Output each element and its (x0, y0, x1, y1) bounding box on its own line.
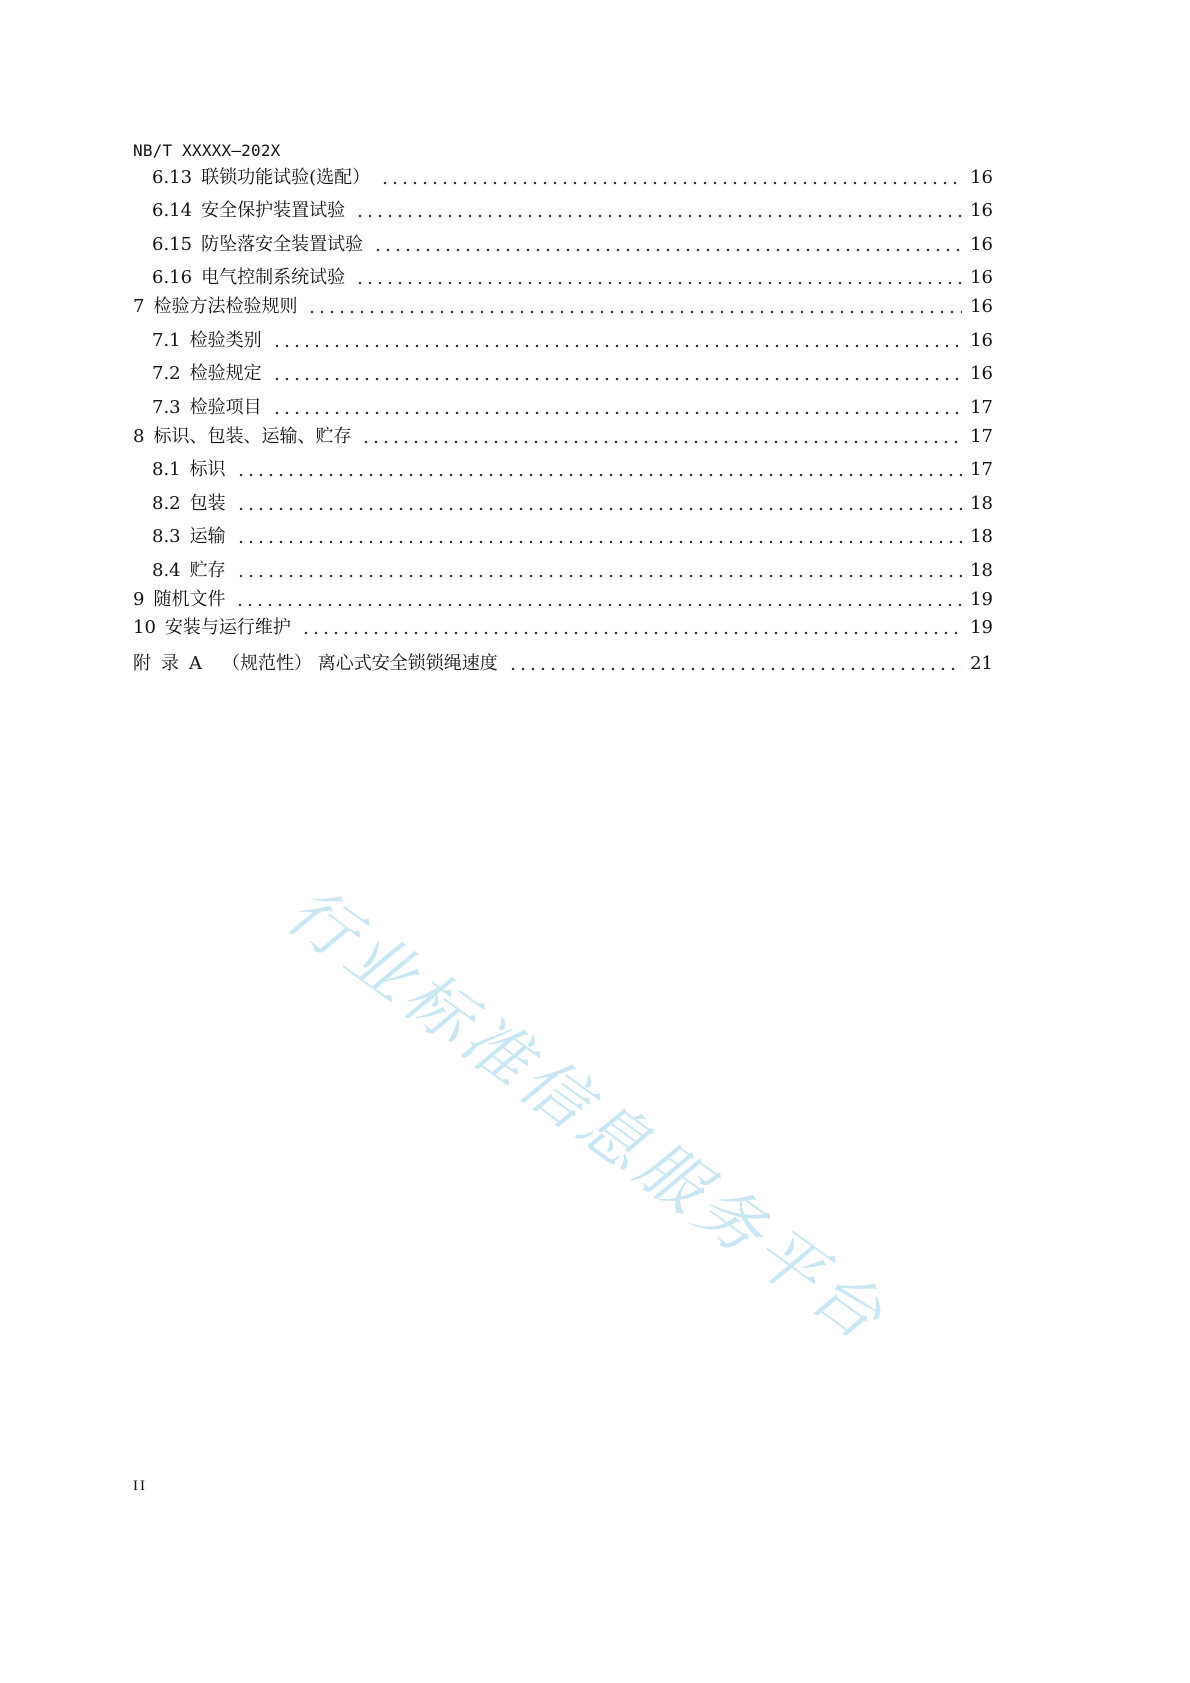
toc-entry-number: 附录A (133, 653, 212, 674)
toc-entry-page: 16 (970, 234, 993, 255)
toc-entry-title: 安全保护装置试验 (201, 200, 346, 221)
toc-entry (152, 199, 993, 223)
toc-entry-number: 7.2 (152, 363, 181, 384)
toc-dot-leader (236, 540, 962, 544)
toc-entry-page: 16 (970, 330, 993, 351)
toc-entry-page: 19 (970, 617, 993, 638)
toc-entry-number: 7 (133, 296, 145, 317)
toc-entry-page: 16 (970, 296, 993, 317)
toc-dot-leader (236, 574, 962, 578)
toc-dot-leader (236, 473, 962, 477)
toc-entry (133, 588, 993, 612)
toc-dot-leader (355, 214, 962, 218)
toc-entry-title: 标识 (189, 459, 226, 480)
toc-entry-title: 电气控制系统试验 (201, 267, 346, 288)
toc-entry-title: 联锁功能试验(选配） (201, 167, 371, 188)
toc-entry-number: 9 (133, 589, 145, 610)
toc-entry-page: 18 (970, 560, 993, 581)
toc-entry-page: 16 (970, 167, 993, 188)
toc-entry (152, 492, 993, 516)
toc-dot-leader (508, 667, 962, 671)
toc-entry-title: 检验项目 (189, 397, 262, 418)
toc-entry (152, 329, 993, 353)
toc-entry-number: 7.1 (152, 330, 181, 351)
toc-entry-page: 16 (970, 267, 993, 288)
document-code: NB/T XXXXX—202X (133, 141, 281, 160)
toc-entry (133, 616, 993, 640)
toc-dot-leader (272, 377, 962, 381)
toc-entry-title: 检验方法检验规则 (153, 296, 298, 317)
toc-entry-number: 8.2 (152, 493, 181, 514)
toc-entry-page: 18 (970, 493, 993, 514)
toc-dot-leader (236, 507, 962, 511)
toc-entry-title: 防坠落安全装置试验 (201, 234, 364, 255)
toc-entry-title: 检验规定 (189, 363, 262, 384)
toc-entry-number: 8.3 (152, 526, 181, 547)
toc-dot-leader (307, 310, 962, 314)
toc-entry-number: 8 (133, 426, 145, 447)
toc-dot-leader (272, 344, 962, 348)
toc-entry-page: 16 (970, 200, 993, 221)
toc-entry-number: 10 (133, 617, 156, 638)
toc-dot-leader (301, 631, 962, 635)
toc-entry-title: 运输 (189, 526, 226, 547)
toc-entry-page: 17 (970, 397, 993, 418)
toc-entry-number: 6.13 (152, 167, 193, 188)
toc-entry (152, 559, 993, 583)
toc-entry-page: 16 (970, 363, 993, 384)
toc-entry-title: 安装与运行维护 (164, 617, 291, 638)
toc-dot-leader (355, 281, 962, 285)
toc-entry-page: 18 (970, 526, 993, 547)
toc-entry (133, 425, 993, 449)
toc-dot-leader (272, 411, 962, 415)
toc-dot-leader (380, 181, 962, 185)
toc-entry-number: 6.14 (152, 200, 193, 221)
toc-entry-title: 随机文件 (153, 589, 226, 610)
toc-entry-title: 检验类别 (189, 330, 262, 351)
toc-dot-leader (235, 603, 962, 607)
toc-entry-title: 贮存 (189, 560, 226, 581)
toc-entry-number: 8.1 (152, 459, 181, 480)
toc-entry (152, 166, 993, 190)
toc-entry (133, 295, 993, 319)
toc-entry-page: 17 (970, 459, 993, 480)
toc-entry-number: 8.4 (152, 560, 181, 581)
toc-entry-title: 标识、包装、运输、贮存 (153, 426, 352, 447)
toc-entry (133, 652, 993, 676)
toc-entry-title: 包装 (189, 493, 226, 514)
toc-entry-page: 19 (970, 589, 993, 610)
toc-dot-leader (373, 248, 962, 252)
watermark: 行业标准信息服务平台 (272, 872, 901, 1358)
toc-entry-number: 6.16 (152, 267, 193, 288)
toc-entry (152, 362, 993, 386)
toc-entry (152, 266, 993, 290)
toc-entry-page: 21 (970, 653, 993, 674)
toc-entry-number: 6.15 (152, 234, 193, 255)
toc-entry-title: （规范性） 离心式安全锁锁绳速度 (222, 653, 498, 674)
toc-entry-page: 17 (970, 426, 993, 447)
toc-entry (152, 458, 993, 482)
toc-entry-number: 7.3 (152, 397, 181, 418)
page-number: II (133, 1478, 147, 1494)
toc-entry (152, 233, 993, 257)
toc-entry (152, 396, 993, 420)
toc-entry (152, 525, 993, 549)
toc-dot-leader (361, 440, 962, 444)
